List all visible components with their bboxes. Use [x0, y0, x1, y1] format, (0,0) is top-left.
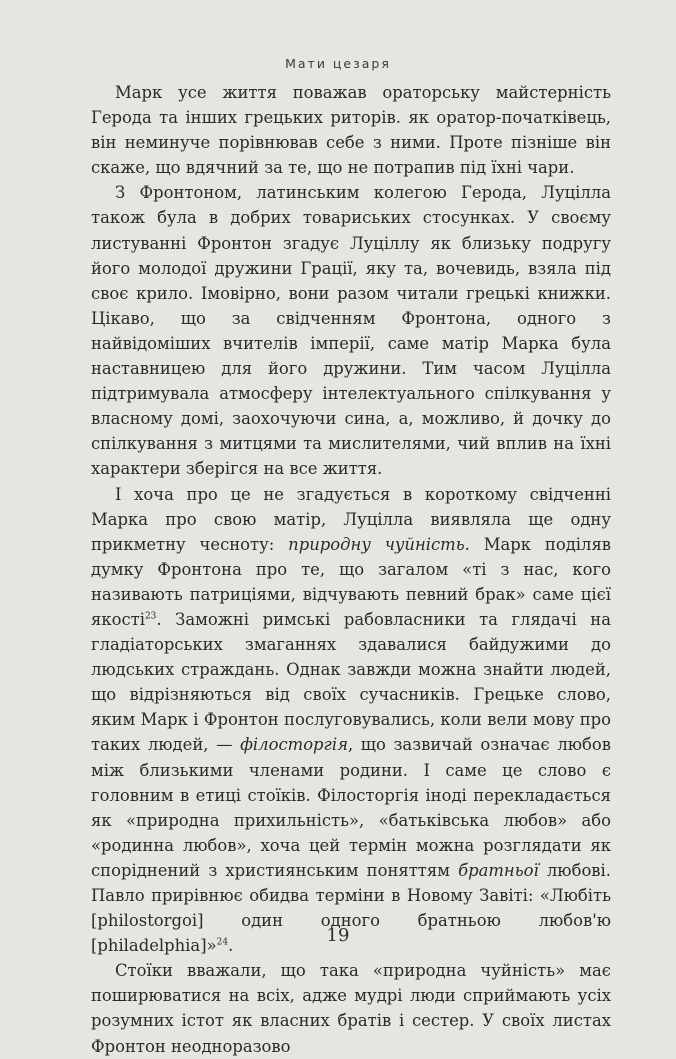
- paragraph: [91, 80, 611, 180]
- text-run: любові. Павло прирівнює обидва терміни в Новому Завіті: «Любіть [philostorgoi] один одного братньою любов'ю [philadelphia]»: [91, 860, 611, 956]
- paragraph: [91, 958, 611, 1058]
- text-run: З Фронтоном, латинським колегою Герода, Луцілла також була в добрих товариських стосунках. У своєму листуванні Фронтон згадує Луціллу як близьку подругу його молодої дружини Грації, яку та, вочевидь, взяла під своє крило. Імовірно, вони разом читали грецькі книжки. Цікаво, що за свідченням Фронтона, одного з найвідоміших вчителів імперії, саме матір Марка була наставницею для його дружини. Тим часом Луцілла підтримувала атмосферу інтелектуального спілкування у власному домі, заохочуючи сина, а, можливо, й дочку до спілкування з митцями та мислителями, чий вплив на їхні характери зберігся на все життя.: [91, 183, 611, 479]
- text-run: .: [228, 936, 234, 956]
- paragraph: [91, 482, 611, 959]
- running-header: Мати цезаря: [285, 56, 391, 71]
- text-run: І хоча про це не згадується в короткому свідченні Марка про свою матір, Луцілла виявляла ще одну прикметну чесноту:: [91, 484, 611, 554]
- footnote-ref: 24: [216, 937, 229, 948]
- page-number: 19: [326, 925, 350, 946]
- italic-term: природну чуйність: [288, 534, 465, 554]
- footnote-ref: 23: [144, 611, 157, 622]
- italic-term: філосторгія: [240, 735, 348, 755]
- text-run: . Заможні римські рабовласники та глядачі на гладіаторських змаганнях здавалися байдужими до людських страждань. Однак завжди можна знайти людей, що відрізняються від своїх сучасників. Грецьке слово, яким Марк і Фронтон послуговувались, коли вели мову про таких людей, —: [91, 609, 611, 755]
- text-run: , що зазвичай означає любов між близькими членами родини. І саме це слово є головним в етиці стоїків. Філосторгія іноді перекладається як «природна прихильність», «батьківська любов» або «родинна любов», хоча цей термін можна розглядати як споріднений з християнським поняттям: [91, 735, 611, 880]
- text-run: . Марк поділяв думку Фронтона про те, що загалом «ті з нас, кого називають патриціями, відчувають певний брак» саме цієї якості: [91, 534, 612, 629]
- text-run: Марк усе життя поважав ораторську майстерність Герода та інших грецьких риторів. як оратор-початківець, він неминуче порівнював себе з ними. Проте пізніше він скаже, що вдячний за те, що не потрапив під їхні чари.: [91, 83, 611, 178]
- text-run: Стоїки вважали, що така «природна чуйність» має поширюватися на всіх, адже мудрі люди сприймають усіх розумних істот як власних братів і сестер. У своїх листах Фронтон неодноразово: [91, 961, 611, 1056]
- body-text: [91, 80, 611, 1059]
- italic-term: братньої: [458, 860, 539, 880]
- paragraph: [91, 180, 611, 481]
